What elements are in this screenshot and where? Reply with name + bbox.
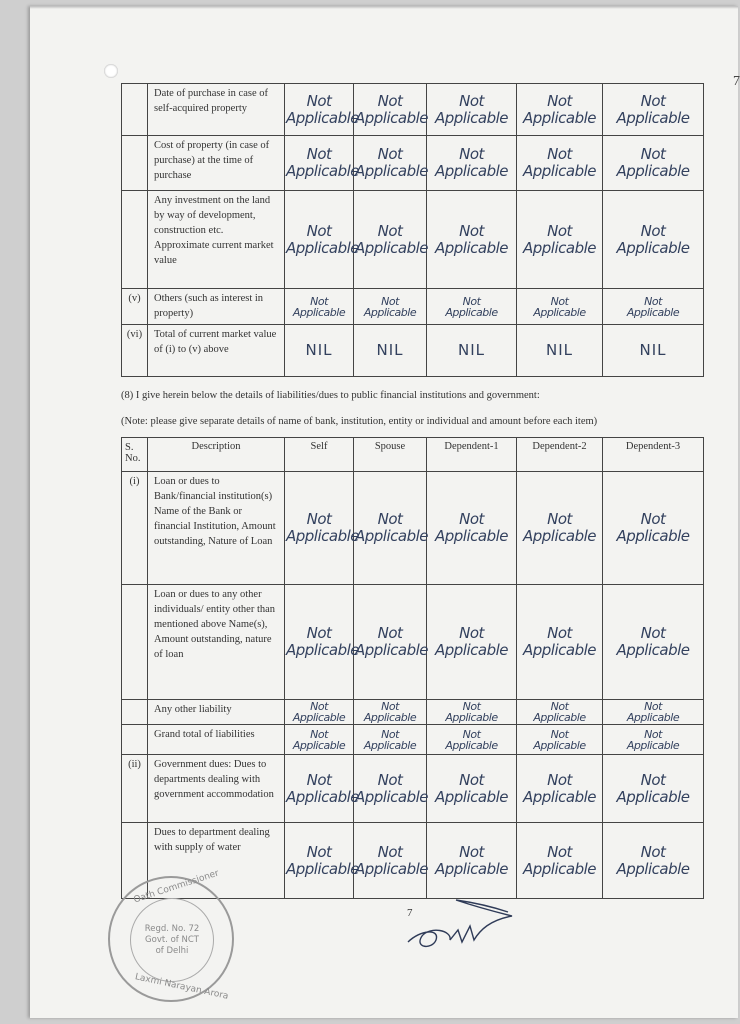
row-sno	[122, 585, 148, 700]
table-row	[122, 755, 704, 823]
handwritten-text: Not Applicable	[435, 770, 508, 806]
handwritten-value	[517, 289, 603, 325]
row-description: Loan or dues to any other individuals/ entity other than mentioned above Name(s), Amount outstanding, nature of loan	[148, 585, 285, 700]
handwritten-value	[517, 700, 603, 725]
table-row	[122, 700, 704, 725]
handwritten-text: Not Applicable	[435, 842, 508, 878]
section-8-note: (Note: please give separate details of name of bank, institution, entity or individual and amount before each item)	[121, 416, 598, 427]
handwritten-value	[603, 136, 704, 191]
handwritten-value	[427, 700, 517, 725]
handwritten-value	[354, 84, 427, 136]
handwritten-text: Not Applicable	[533, 294, 586, 319]
handwritten-value	[517, 725, 603, 755]
handwritten-value	[517, 585, 603, 700]
row-sno	[122, 84, 148, 136]
table-row	[122, 585, 704, 700]
handwritten-text: Not Applicable	[616, 770, 690, 806]
handwritten-text: Not Applicable	[355, 145, 428, 180]
handwritten-value	[354, 585, 427, 700]
handwritten-text: Not Applicable	[523, 770, 596, 806]
handwritten-value	[427, 136, 517, 191]
handwritten-value	[427, 755, 517, 823]
page-number: 7	[407, 907, 413, 919]
handwritten-value	[285, 136, 359, 191]
handwritten-value	[285, 84, 359, 136]
handwritten-value: NIL	[354, 325, 427, 377]
signature	[400, 890, 520, 954]
row-sno	[122, 136, 148, 191]
handwritten-text: Not Applicable	[355, 624, 428, 659]
table-row	[122, 725, 704, 755]
handwritten-value	[517, 136, 603, 191]
handwritten-text: Not Applicable	[363, 727, 417, 752]
row-sno: (ii)	[122, 755, 148, 823]
section-8-heading: (8) I give herein below the details of liabilities/dues to public financial institutions and government:	[121, 390, 540, 401]
handwritten-value: NIL	[427, 325, 517, 377]
stamp-center	[130, 898, 214, 982]
row-description: Dues to department dealing with supply of water	[148, 823, 285, 899]
handwritten-text: Not Applicable	[445, 700, 498, 724]
row-sno	[122, 725, 148, 755]
table-row	[122, 289, 704, 325]
handwritten-value	[285, 289, 354, 325]
handwritten-text: Not Applicable	[435, 91, 508, 127]
handwritten-text: Not Applicable	[355, 221, 428, 257]
handwritten-text: Not Applicable	[355, 510, 428, 545]
handwritten-text: Not Applicable	[286, 145, 359, 180]
row-description: Others (such as interest in property)	[148, 289, 285, 325]
handwritten-value	[517, 191, 603, 289]
table-row	[122, 823, 704, 899]
handwritten-text: Not Applicable	[435, 221, 508, 257]
stamp-ring-bottom: Laxmi Narayan Arora	[134, 972, 230, 1002]
header-self: Self	[285, 438, 354, 472]
handwritten-value	[603, 289, 704, 325]
table-row	[122, 84, 704, 136]
handwritten-value	[354, 823, 427, 899]
handwritten-text: Not Applicable	[286, 624, 359, 659]
row-description: Any other liability	[148, 700, 285, 725]
table-row	[122, 325, 704, 377]
handwritten-text: Not Applicable	[355, 770, 428, 806]
handwritten-value	[285, 823, 359, 899]
liabilities-header-row	[122, 438, 704, 472]
handwritten-text: Not Applicable	[626, 294, 680, 319]
handwritten-value	[354, 191, 427, 289]
handwritten-text: Not Applicable	[616, 221, 690, 257]
handwritten-value	[427, 585, 517, 700]
handwritten-value	[354, 289, 427, 325]
handwritten-value	[285, 585, 359, 700]
handwritten-value	[603, 585, 704, 700]
row-description: Cost of property (in case of purchase) at the time of purchase	[148, 136, 285, 191]
stamp-ring-top: Oath Commissioner	[132, 868, 221, 906]
handwritten-text: Not Applicable	[626, 700, 680, 724]
handwritten-value	[427, 725, 517, 755]
handwritten-text: Not Applicable	[523, 221, 596, 257]
handwritten-text: Not Applicable	[355, 842, 428, 878]
notary-stamp	[108, 868, 234, 1002]
handwritten-value	[517, 755, 603, 823]
assets-table	[121, 83, 704, 377]
row-description: Any investment on the land by way of development, construction etc. Approximate current market value	[148, 191, 285, 289]
handwritten-value	[427, 191, 517, 289]
row-description: Grand total of liabilities	[148, 725, 285, 755]
handwritten-text: Not Applicable	[286, 221, 359, 257]
handwritten-text: Not Applicable	[363, 294, 417, 319]
handwritten-text: Not Applicable	[286, 842, 359, 878]
header-description: Description	[148, 438, 285, 472]
row-description: Total of current market value of (i) to (v) above	[148, 325, 285, 377]
handwritten-value: NIL	[285, 325, 354, 377]
stamp-line-3: of Delhi	[155, 945, 189, 956]
liabilities-table	[121, 437, 704, 899]
handwritten-value	[603, 84, 704, 136]
row-sno	[122, 191, 148, 289]
handwritten-text: Not Applicable	[626, 727, 680, 752]
table-row	[122, 472, 704, 585]
handwritten-value	[517, 472, 603, 585]
handwritten-text: Not Applicable	[445, 727, 498, 752]
handwritten-value	[603, 472, 704, 585]
handwritten-value	[354, 136, 427, 191]
handwritten-text: Not Applicable	[286, 770, 359, 806]
handwritten-text: Not Applicable	[435, 145, 508, 180]
handwritten-value	[603, 823, 704, 899]
handwritten-value	[285, 725, 354, 755]
handwritten-text: Not Applicable	[523, 842, 596, 878]
handwritten-text: Not Applicable	[286, 91, 359, 127]
handwritten-value	[517, 823, 603, 899]
header-dependent-2: Dependent-2	[517, 438, 603, 472]
header-dependent-1: Dependent-1	[427, 438, 517, 472]
handwritten-text: Not Applicable	[445, 294, 498, 319]
handwritten-text: Not Applicable	[616, 842, 690, 878]
handwritten-value	[285, 472, 359, 585]
handwritten-value: NIL	[517, 325, 603, 377]
handwritten-text: Not Applicable	[616, 624, 690, 659]
table-row	[122, 191, 704, 289]
handwritten-text: Not Applicable	[616, 145, 690, 180]
handwritten-text: Not Applicable	[292, 294, 346, 319]
stamp-line-1: Regd. No. 72	[144, 923, 200, 934]
row-description: Loan or dues to Bank/financial institution(s) Name of the Bank or financial Institution, Amount outstanding, Nature of Loan	[148, 472, 285, 585]
row-description: Government dues: Dues to departments dealing with government accommodation	[148, 755, 285, 823]
handwritten-value	[427, 823, 517, 899]
row-description: Date of purchase in case of self-acquired property	[148, 84, 285, 136]
handwritten-text: Not Applicable	[523, 510, 596, 545]
handwritten-text: Not Applicable	[523, 91, 596, 127]
handwritten-text: Not Applicable	[292, 727, 346, 752]
handwritten-text: Not Applicable	[292, 700, 346, 724]
handwritten-value	[285, 191, 359, 289]
header-dependent-3: Dependent-3	[603, 438, 704, 472]
handwritten-value	[354, 700, 427, 725]
handwritten-text: Not Applicable	[616, 510, 690, 545]
handwritten-text: Not Applicable	[435, 510, 508, 545]
handwritten-value	[354, 472, 427, 585]
handwritten-value	[285, 755, 359, 823]
corner-mark: 7	[733, 74, 740, 89]
handwritten-text: Not Applicable	[523, 145, 596, 180]
handwritten-value	[603, 191, 704, 289]
handwritten-value	[285, 700, 354, 725]
handwritten-text: Not Applicable	[533, 727, 586, 752]
row-sno: (v)	[122, 289, 148, 325]
handwritten-text: Not Applicable	[355, 91, 428, 127]
handwritten-value	[354, 755, 427, 823]
row-sno: (vi)	[122, 325, 148, 377]
handwritten-text: Not Applicable	[533, 700, 586, 724]
table-row	[122, 136, 704, 191]
handwritten-value	[427, 84, 517, 136]
handwritten-text: Not Applicable	[435, 624, 508, 659]
handwritten-value	[427, 289, 517, 325]
handwritten-value	[427, 472, 517, 585]
handwritten-value: NIL	[603, 325, 704, 377]
handwritten-text: Not Applicable	[616, 91, 690, 127]
handwritten-value	[603, 755, 704, 823]
stamp-line-2: Govt. of NCT	[145, 934, 199, 945]
handwritten-value	[354, 725, 427, 755]
header-spouse: Spouse	[354, 438, 427, 472]
handwritten-text: Not Applicable	[363, 700, 417, 724]
handwritten-text: Not Applicable	[286, 510, 359, 545]
row-sno: (i)	[122, 472, 148, 585]
header-sno: S. No.	[122, 438, 148, 472]
handwritten-value	[603, 700, 704, 725]
handwritten-value	[517, 84, 603, 136]
row-sno	[122, 700, 148, 725]
handwritten-value	[603, 725, 704, 755]
handwritten-text: Not Applicable	[523, 624, 596, 659]
punch-hole	[104, 64, 118, 78]
